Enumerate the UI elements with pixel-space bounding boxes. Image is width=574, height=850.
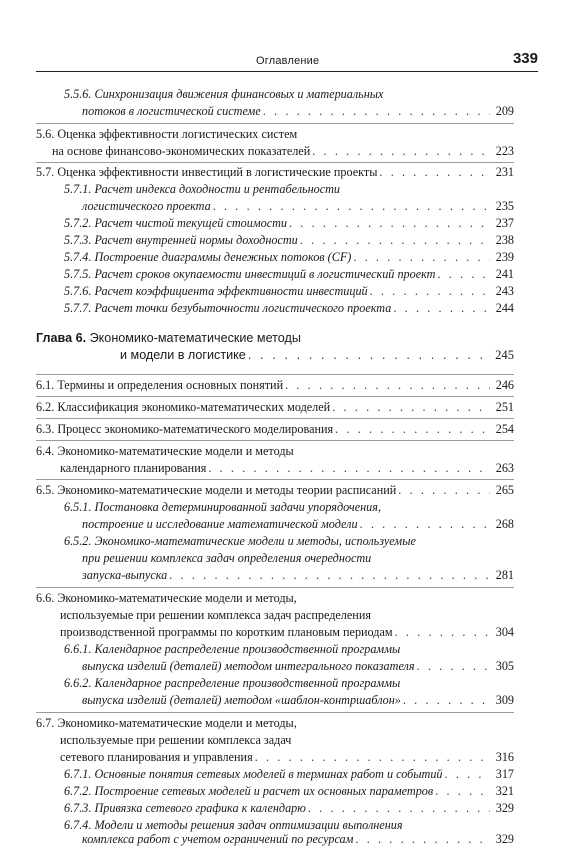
toc-entry-text: 6.7. Экономико-математические модели и методы, (36, 716, 297, 730)
leader-dots (445, 766, 490, 783)
toc-entry-6-7-cont (60, 732, 291, 749)
toc-page-number: 244 (495, 301, 514, 315)
toc-entry-text: 6.7.2. Построение сетевых моделей и расчет их основных параметров (64, 784, 434, 798)
leader-dots (438, 266, 491, 283)
toc-entry-6-6-2-cont (82, 692, 514, 709)
toc-entry-6-5 (36, 482, 514, 499)
toc-entry-text: используемые при решении комплекса задач (60, 733, 292, 747)
toc-page-number: 243 (495, 284, 514, 298)
toc-entry-5-7-3 (64, 232, 514, 249)
separator (36, 374, 514, 375)
toc-entry-text: построение и исследование математической модели (82, 517, 358, 531)
toc-page-number: 241 (495, 267, 514, 281)
toc-entry-text: 5.7.3. Расчет внутренней нормы доходности (64, 233, 298, 247)
toc-entry-6-6-2 (64, 675, 400, 692)
toc-page-number: 235 (495, 199, 514, 213)
separator (36, 123, 514, 124)
toc-entry-text: запуска-выпуска (82, 568, 168, 582)
toc-entry-5-5-6-cont (82, 103, 514, 120)
toc-entry-6-6-cont (60, 607, 371, 624)
page-number: 339 (512, 50, 538, 67)
toc-entry-6-7 (36, 715, 297, 732)
toc-entry-6-6 (36, 590, 297, 607)
toc-page-number: 251 (495, 400, 514, 414)
toc-entry-text: на основе финансово-экономических показателей (52, 144, 311, 158)
toc-entry-text: производственной программы по коротким плановым периодам (60, 625, 393, 639)
toc-page-number: 281 (495, 568, 514, 582)
toc-page-number: 209 (495, 104, 514, 118)
toc-entry-text: 6.7.1. Основные понятия сетевых моделей в терминах работ и событий (64, 767, 443, 781)
toc-entry-text: 6.5.2. Экономико-математические модели и методы, используемые (64, 534, 416, 548)
toc-entry-text: 6.6. Экономико-математические модели и методы, (36, 591, 297, 605)
leader-dots (312, 143, 490, 160)
toc-entry-6-6-1 (64, 641, 400, 658)
toc-page-number: 263 (495, 461, 514, 475)
toc-page-number: 309 (495, 693, 514, 707)
toc-entry-text: 5.7.6. Расчет коэффициента эффективности инвестиций (64, 284, 368, 298)
toc-entry-text: 6.5.1. Постановка детерминированной задачи упорядочения, (64, 500, 381, 514)
leader-dots (379, 164, 490, 181)
toc-page-number: 237 (495, 216, 514, 230)
toc-entry-text: 6.7.3. Привязка сетевого графика к календарю (64, 801, 306, 815)
toc-entry-5-7-4 (64, 249, 514, 266)
toc-entry-text: используемые при решении комплекса задач распределения (60, 608, 371, 622)
toc-page-number: 316 (495, 750, 514, 764)
toc-entry-6-6-1-cont (82, 658, 514, 675)
toc-entry-text: 5.7.5. Расчет сроков окупаемости инвестиций в логистический проект (64, 267, 436, 281)
separator (36, 396, 514, 397)
toc-entry-text: выпуска изделий (деталей) методом интегрального показателя (82, 659, 415, 673)
leader-dots (308, 800, 490, 817)
running-header-title: Оглавление (256, 55, 320, 67)
toc-page-number: 329 (495, 832, 514, 846)
toc-page-number: 329 (495, 801, 514, 815)
toc-page-number: 265 (495, 483, 514, 497)
toc-page-number: 245 (495, 348, 514, 362)
toc-entry-6-7-2 (64, 783, 514, 800)
toc-entry-5-7-1 (64, 181, 340, 198)
toc-entry-5-7-6 (64, 283, 514, 300)
toc-entry-6-7-3 (64, 800, 514, 817)
chapter-number: Глава 6. (36, 331, 87, 345)
separator (36, 418, 514, 419)
toc-page-number: 246 (495, 378, 514, 392)
leader-dots (395, 624, 490, 641)
toc-entry-6-5-2 (64, 533, 416, 550)
leader-dots (285, 377, 490, 394)
toc-entry-6-5-2-cont (82, 550, 371, 567)
toc-entry-text: 6.3. Процесс экономико-математического моделирования (36, 422, 334, 436)
separator (36, 162, 514, 163)
toc-page-number: 254 (495, 422, 514, 436)
toc-entry-6-5-1-cont (82, 516, 514, 533)
leader-dots (417, 658, 490, 675)
toc-entry-6-2 (36, 399, 514, 416)
toc-entry-5-5-6 (64, 86, 383, 103)
toc-entry-6-6-cont2 (60, 624, 514, 641)
toc-entry-text: при решении комплекса задач определения очередности (82, 551, 372, 565)
leader-dots (335, 421, 490, 438)
leader-dots (370, 283, 490, 300)
toc-page-number: 317 (495, 767, 514, 781)
chapter-heading (36, 330, 301, 347)
toc-entry-5-7-2 (64, 215, 514, 232)
toc-page-number: 304 (495, 625, 514, 639)
toc-entry-text: 6.2. Классификация экономико-математических моделей (36, 400, 331, 414)
leader-dots (300, 232, 490, 249)
toc-page-number: 238 (495, 233, 514, 247)
leader-dots (360, 516, 490, 533)
toc-entry-5-6 (36, 126, 297, 143)
toc-entry-5-7-5 (64, 266, 514, 283)
separator (36, 440, 514, 441)
toc-entry-text: сетевого планирования и управления (60, 750, 253, 764)
toc-entry-text: 5.7. Оценка эффективности инвестиций в логистические проекты (36, 165, 378, 179)
toc-entry-6-7-4-cont (82, 831, 514, 848)
toc-entry-5-6-cont (52, 143, 514, 160)
toc-entry-text: 6.5. Экономико-математические модели и методы теории расписаний (36, 483, 397, 497)
toc-entry-6-4-cont (60, 460, 514, 477)
leader-dots (435, 783, 490, 800)
toc-entry-6-4 (36, 443, 294, 460)
leader-dots (255, 749, 490, 766)
leader-dots (169, 567, 490, 584)
toc-entry-text: 5.7.7. Расчет точки безубыточности логистического проекта (64, 301, 392, 315)
toc-entry-text: комплекса работ с учетом ограничений по ресурсам (82, 832, 354, 846)
toc-entry-text: 5.6. Оценка эффективности логистических систем (36, 127, 298, 141)
leader-dots (403, 692, 490, 709)
toc-entry-6-7-cont2 (60, 749, 514, 766)
leader-dots (289, 215, 490, 232)
toc-page-number: 305 (495, 659, 514, 673)
toc-entry-6-7-1 (64, 766, 514, 783)
toc-page-number: 231 (495, 165, 514, 179)
toc-entry-text: 6.7.4. Модели и методы решения задач оптимизации выполнения (64, 818, 403, 832)
toc-entry-text: потоков в логистической системе (82, 104, 261, 118)
toc-page-number: 239 (495, 250, 514, 264)
toc-entry-6-1 (36, 377, 514, 394)
leader-dots (393, 300, 490, 317)
toc-entry-text: 5.7.1. Расчет индекса доходности и рентабельности (64, 182, 341, 196)
toc-page-number: 223 (495, 144, 514, 158)
toc-entry-text: 5.7.2. Расчет чистой текущей стоимости (64, 216, 288, 230)
leader-dots (398, 482, 490, 499)
toc-entry-6-5-2-cont2 (82, 567, 514, 584)
leader-dots (263, 103, 490, 120)
separator (36, 712, 514, 713)
leader-dots (208, 460, 490, 477)
toc-entry-6-5-1 (64, 499, 381, 516)
toc-entry-6-3 (36, 421, 514, 438)
leader-dots (213, 198, 490, 215)
chapter-title: и модели в логистике (120, 348, 246, 362)
toc-entry-text: 5.7.4. Построение диаграммы денежных потоков (CF) (64, 250, 352, 264)
leader-dots (355, 831, 490, 848)
toc-entry-text: 6.1. Термины и определения основных понятий (36, 378, 284, 392)
toc-entry-text: 6.4. Экономико-математические модели и методы (36, 444, 294, 458)
toc-entry-text: 6.6.1. Календарное распределение производственной программы (64, 642, 401, 656)
chapter-heading-cont (120, 347, 514, 364)
toc-entry-5-7-1-cont (82, 198, 514, 215)
toc-entry-text: 5.5.6. Синхронизация движения финансовых и материальных (64, 87, 384, 101)
toc-entry-5-7 (36, 164, 514, 181)
chapter-title: Экономико-математические методы (89, 331, 301, 345)
toc-page-number: 268 (495, 517, 514, 531)
toc-entry-text: логистического проекта (82, 199, 211, 213)
leader-dots (353, 249, 490, 266)
separator (36, 479, 514, 480)
toc-page-number: 321 (495, 784, 514, 798)
toc-entry-5-7-7 (64, 300, 514, 317)
leader-dots (248, 347, 490, 364)
toc-entry-text: 6.6.2. Календарное распределение производственной программы (64, 676, 401, 690)
separator (36, 587, 514, 588)
toc-entry-text: календарного планирования (60, 461, 207, 475)
toc-entry-text: выпуска изделий (деталей) методом «шаблон-контршаблон» (82, 693, 401, 707)
leader-dots (332, 399, 490, 416)
